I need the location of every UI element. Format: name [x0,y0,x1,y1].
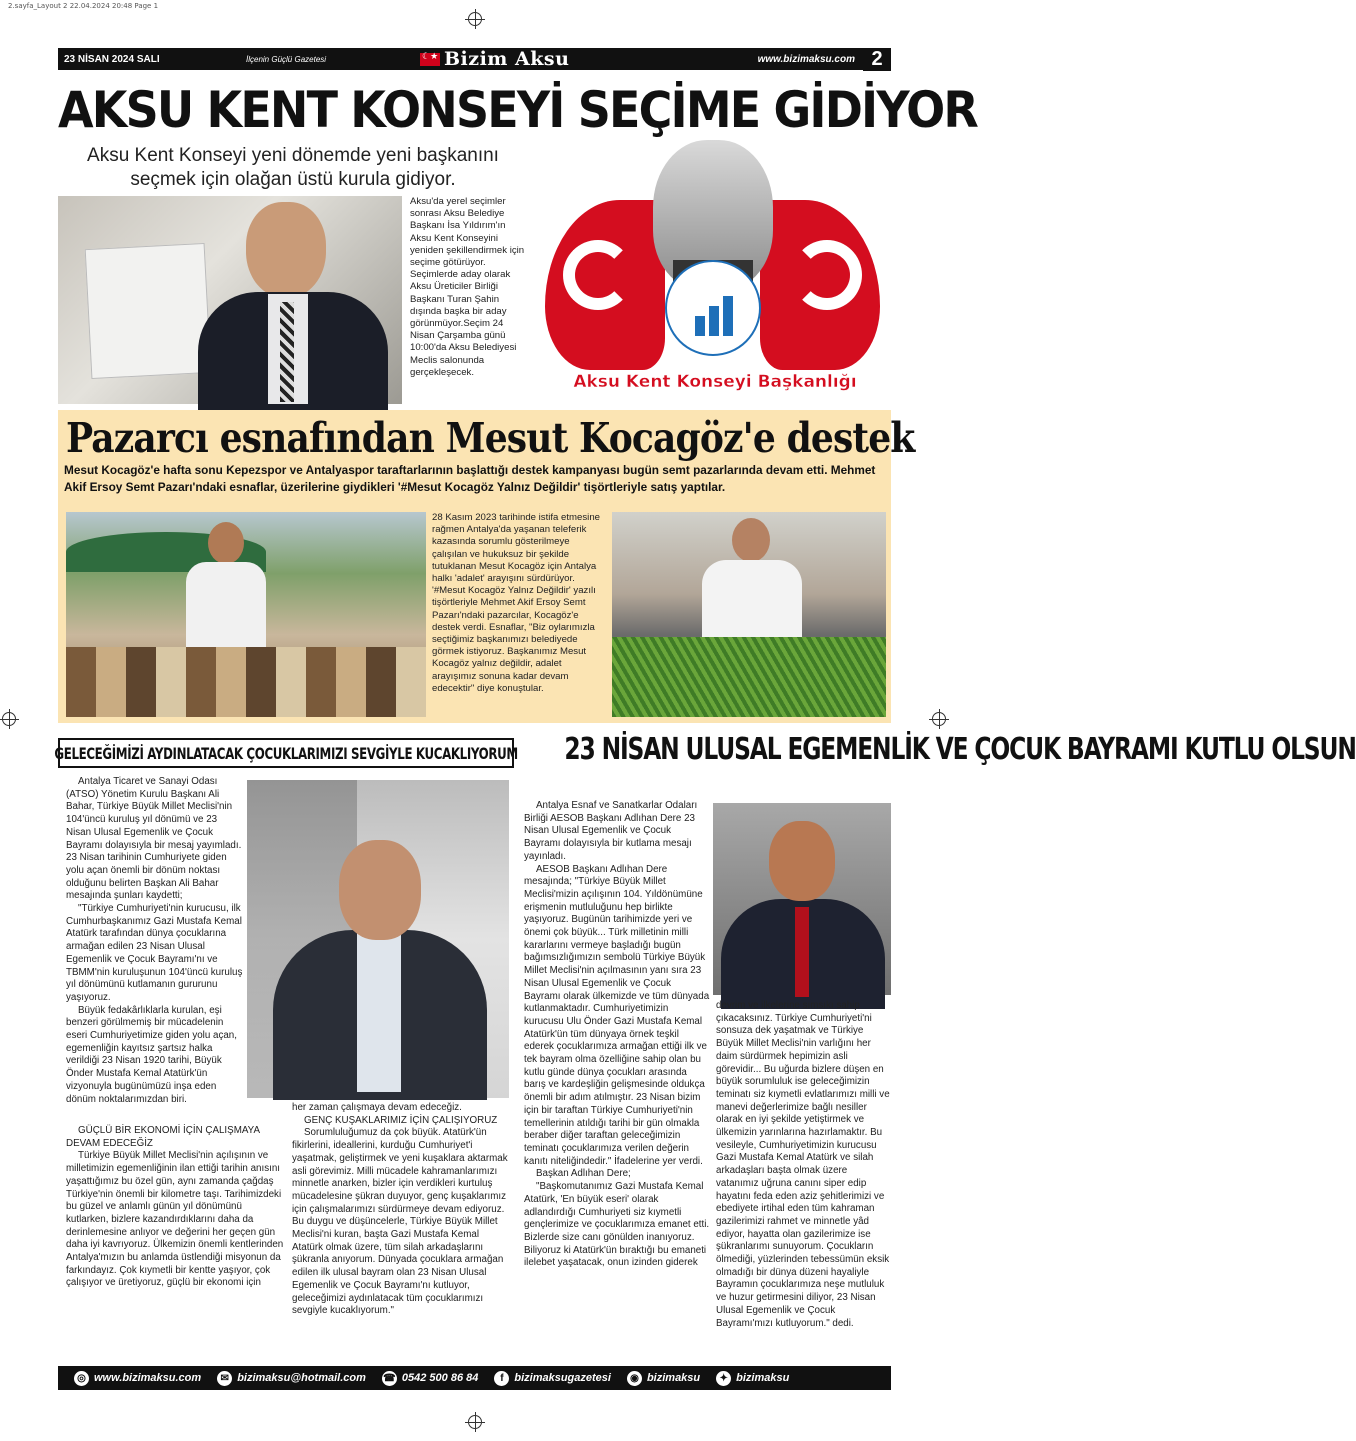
turkish-flag-icon [420,53,440,66]
kent-article-body: Aksu'da yerel seçimler sonrası Aksu Belediye Başkanı İsa Yıldırım'ın Aksu Kent Konseyini yeniden şekillendirmek için seçime götürüyor. Seçimlerde aday olarak Aksu Üreticiler Birliği Başkanı Turan Şahin dışında başka bir aday görünmüyor.Seçim 24 Nisan Çarşamba günü 10:00'da Aksu Belediyesi Meclis salonunda gerçekleşecek. [410,196,525,378]
newspaper-logo [420,48,569,70]
footer-instagram[interactable] [627,1371,700,1386]
kent-logo-caption: Aksu Kent Konseyi Başkanlığı [573,372,857,392]
kocagoz-article-body: 28 Kasım 2023 tarihinde istifa etmesine rağmen Antalya'da yaşanan teleferik kazasında sorumlu gösterilmeye çalışılan ve hukuksuz bir şekilde tutuklanan Mesut Kocagöz için Antalya halkı 'adalet' arayışını sürdürüyor. '#Mesut Kocagöz Yalnız Değildir' yazılı tişörtleriyle Mehmet Akif Ersoy Semt Pazarı'ndaki pazarcılar, Kocagöz'e destek verdi. Esnaflar, "Biz oylarımızla seçtiğimiz başkanımızı belediyede görmek istiyoruz. Başkanımız Mesut Kocagöz yalnız değildir, adalet arayışımız sonuna kadar devam edecektir" diye konuştular. [432,512,600,694]
masthead-bar [58,48,891,70]
footer-facebook-text: bizimaksugazetesi [514,1372,611,1384]
flag-wing-left [545,200,665,370]
footer-facebook[interactable] [494,1371,611,1386]
facebook-icon: f [494,1371,509,1386]
turan-sahin-photo [58,196,402,404]
person-head [246,202,326,298]
person-tie [280,302,294,402]
logo-text: Bizim Aksu [444,48,570,70]
person-figure [198,202,388,412]
main-headline: AKSU KENT KONSEYİ SEÇİME GİDİYOR [58,81,978,139]
paragraph: Başkan Adlıhan Dere; [536,1168,631,1180]
person-head [339,840,421,940]
bahar-column-1-continued [66,1125,286,1290]
bahar-column-1 [66,776,244,1106]
subheading: GÜÇLÜ BİR EKONOMİ İÇİN ÇALIŞMAYA DEVAM EDECEĞİZ [66,1125,260,1149]
subheading: GENÇ KUŞAKLARIMIZ İÇİN ÇALIŞIYORUZ [304,1114,498,1126]
market-vendor-photo [66,512,426,717]
registration-mark [468,1415,482,1429]
kocagoz-headline: Pazarcı esnafından Mesut Kocagöz'e destek [66,414,915,462]
crescent-icon [563,240,633,310]
paragraph: AESOB Başkanı Adlıhan Dere mesajında; "Türkiye Büyük Millet Meclisi'mizin açılışının 104. Yıldönümüne erişmenin mutluluğunu hep birlikte yaşıyoruz. Bugünün tarihimizde yeri ve önemi çok büyük... Türk milletinin milli kararlarını vermeye başladığı bugün bağımsızlığımızın sembolü Türkiye Büyük Millet Meclisi'nin açılmasının yanı sıra 23 Nisan Ulusal Egemenlik ve Çocuk Bayramı olarak ülkemizde ve tüm dünyada kutlanmaktadır. Cumhuriyetimizin kurucusu Ulu Önder Gazi Mustafa Kemal Atatürk'ün tüm dünyaya örnek teşkil ederek çocuklarımıza armağan ettiği ilk ve tek bayram olma özelliğine sahip olan bu kutlu günde dünya çocukları arasında barış ve kardeşliğin gelişmesinde oldukça önemli bir adım atılmıştır. 23 Nisan bizim için bir taraftan Türkiye Cumhuriyeti'nin temellerinin atıldığı tarihi bir gün olmakla beraber diğer taraftan geleceğimizin teminatı çocuklarımıza verilen değerin kanıtı niteliğindedir." İfadelerine yer verdi. [524,863,710,1167]
kent-konseyi-logo-image [535,140,890,404]
footer-phone[interactable] [382,1371,478,1386]
paragraph: her zaman çalışmaya devam edeceğiz. [292,1102,462,1113]
bahar-headline: GELECEĞİMİZİ AYDINLATACAK ÇOCUKLARIMIZI SEVGİYLE KUCAKLIYORUM [54,743,518,763]
footer-twitter[interactable] [716,1371,789,1386]
bean-vendor-photo [612,512,886,717]
phone-icon: ☎ [383,1372,396,1384]
paragraph: Sorumluluğumuz da çok büyük. Atatürk'ün fikirlerini, ideallerini, kurduğu Cumhuriyet'i yaşatmak, geliştirmek ve yeni kuşaklara aktarmak asli görevimiz. Milli mücadele kahramanlarımızı minnetle anarken, bizler için verdikleri kurtuluş mücadelesine şükran duyuyor, genç kuşaklarımız için çalışmalarımızı sürdürmeye devam ediyoruz. Bu duygu ve düşüncelerle, Türkiye Büyük Millet Meclisi'ni kuran, başta Gazi Mustafa Kemal Atatürk olmak üzere, tüm silah arkadaşlarını şükranla anıyorum. Dünyada çocuklara armağan edilen ilk ulusal bayram olan 23 Nisan Ulusal Egemenlik ve Çocuk Bayramı'nı kutluyor, geleceğimizi aydınlatacak tüm çocuklarımızı sevgiyle kucaklıyorum." [292,1127,508,1317]
kent-subhead: Aksu Kent Konseyi yeni dönemde yeni başkanını seçmek için olağan üstü kurula gidiyor. [87,145,499,190]
person-tie [795,907,809,997]
adlihan-dere-photo [713,803,891,995]
paragraph: Büyük fedakârlıklarla kurulan, eşi benzeri görülmemiş bir mücadelenin eseri Cumhuriyetimize giden yolu açan, egemenliğin kayıtsız şartsız halka verildiği 23 Nisan 1920 tarihi, Büyük Önder Mustafa Kemal Atatürk'ün vizyonuyla bugünümüzü inşa eden dönüm noktalarımızdan biri. [66,1004,237,1105]
paragraph: "Başkomutanımız Gazi Mustafa Kemal Atatürk, 'En büyük eseri' olarak adlandırdığı Cumhuriyeti siz kıymetli gençlerimize ve çocuklarımıza emanet etti. Bizlerde size canı gönülden inanıyoruz. Biliyoruz ki Atatürk'ün bıraktığı bu emaneti ilelebet yaşatacak, onun izinden giderek [524,1181,710,1269]
issue-date: 23 NİSAN 2024 SALI [64,53,160,65]
kent-konseyi-emblem [665,260,761,356]
dere-headline: 23 NİSAN ULUSAL EGEMENLİK VE ÇOCUK BAYRAMI KUTLU OLSUN [564,732,1356,767]
green-beans [612,637,886,717]
bahar-column-2 [292,1102,512,1318]
registration-mark [468,12,482,26]
page-number: 2 [863,48,891,71]
dere-column-2: devrim ve ilkelerine sımsıkı sahip çıkacaksınız. Türkiye Cumhuriyeti'ni sonsuza dek yaşatmak ve Türkiye Büyük Millet Meclisi'nin varlığını her daim sürdürmek hepimizin asli görevidir... Bu uğurda bizlere düşen en büyük sorumluluk ise geleceğimizin teminatı siz kıymetli evlatlarımızı milli ve manevi değerlerimize bağlı nesiller olarak en iyi şekilde yetiştirmek ve ülkemizin yarınlarına hazırlamaktır. Bu vesileyle, Cumhuriyetimizin kurucusu Gazi Mustafa Kemal Atatürk ve silah arkadaşları başta olmak üzere vatanımız uğruna canını siper edip hayatını feda eden aziz şehitlerimizi ve ebediyete irtihal eden tüm kahraman gazilerimizi rahmet ve minnetle yâd ediyor, hayatta olan gazilerimize ise şükranlarımı sunuyorum. Çocukların ölmediği, yüzlerinden tebessümün eksik olmadığı bir dünya düzeni hayaliyle Bayramın çocuklarımıza neşe mutluluk ve huzur getirmesini diliyor, 23 Nisan Ulusal Egemenlik ve Çocuk Bayramı'mızı kutluyorum." dedi. [716,1000,890,1329]
footer-twitter-text: bizimaksu [736,1372,790,1384]
footer-bar [58,1366,891,1390]
footer-web[interactable] [74,1371,201,1386]
footer-web-text: www.bizimaksu.com [94,1372,202,1384]
person-head [769,821,835,901]
paragraph: Antalya Esnaf ve Sanatkarlar Odaları Birliği AESOB Başkanı Adlıhan Dere 23 Nisan Ulusal Egemenlik ve Çocuk Bayramı dolayısıyla bir kutlama mesajı yayınladı. [524,800,698,862]
footer-instagram-text: bizimaksu [646,1372,701,1384]
person-shirt [357,932,401,1092]
print-slug: 2.sayfa_Layout 2 22.04.2024 20:48 Page 1 [8,2,159,10]
tagline: İlçenin Güçlü Gazetesi [246,54,327,64]
paragraph: Türkiye Büyük Millet Meclisi'nin açılışının ve milletimizin egemenliğinin ilan ettiği tarihin anısını yaşattığımız bu özel gün, aynı zamanda çağdaş Türkiye'nin önemli bir kilometre taşı. Tarihimizdeki bu güzel ve anlamlı günün yıl dönümünü kutlarken, bizlere kazandırdıklarını daha da derinlemesine anlıyor ve değerini her geçen gün daha iyi kavrıyoruz. Ülkemizin önemli kentlerinden Antalya'mızın bu anlamda üstlendiği misyonun da farkındayız. Çok kıymetli bir kentte yaşıyor, çok çalışıyor ve üretiyoruz, güçlü bir ekonomi için [66,1150,284,1289]
crescent-icon [792,240,862,310]
flag-wing-right [760,200,880,370]
paragraph: "Türkiye Cumhuriyeti'nin kurucusu, ilk Cumhurbaşkanımız Gazi Mustafa Kemal Atatürk tarafından dünya çocuklarına armağan edilen 23 Nisan Ulusal Egemenlik ve Çocuk Bayramı'nı ve TBMM'nin kuruluşunun 104'üncü kuruluş yıl dönümünü kutlamanın gururunu yaşıyoruz. [66,903,243,1003]
whiteboard [85,243,212,379]
vendor-head [732,518,770,562]
bahar-headline-box [54,738,518,768]
footer-email[interactable] [217,1371,366,1386]
nut-stall [66,647,426,717]
envelope-icon: ✉ [217,1371,232,1386]
dere-column-1 [524,800,710,1270]
globe-icon: ◎ [74,1371,89,1386]
ali-bahar-photo [247,780,509,1098]
website-link[interactable]: www.bizimaksu.com [757,53,855,65]
footer-phone-text: 0542 500 86 84 [401,1372,479,1384]
paragraph: Antalya Ticaret ve Sanayi Odası (ATSO) Yönetim Kurulu Başkanı Ali Bahar, Türkiye Büyük Millet Meclisi'nin 104'üncü kuruluş yıl dönümü ve 23 Nisan Ulusal Egemenlik ve Çocuk Bayramı dolayısıyla bir mesaj yayımladı. 23 Nisan tarihinin Cumhuriyete giden yolu açan önemli bir dönüm noktası olduğunu belirten Başkan Ali Bahar mesajında şunları kaydetti; [66,776,242,902]
twitter-icon: ✦ [716,1371,731,1386]
instagram-icon: ◉ [627,1371,642,1386]
registration-mark [2,712,16,726]
registration-mark [932,712,946,726]
kocagoz-lead: Mesut Kocagöz'e hafta sonu Kepezspor ve Antalyaspor taraftarlarının başlattığı destek kampanyası bugün semt pazarlarında devam etti. Mehmet Akif Ersoy Semt Pazarı'ndaki esnaflar, üzerilerine giydikleri '#Mesut Kocagöz Yalnız Değildir' tişörtleriyle satış yaptılar. [64,463,876,494]
vendor-head [208,522,244,564]
footer-email-text: bizimaksu@hotmail.com [237,1372,366,1384]
